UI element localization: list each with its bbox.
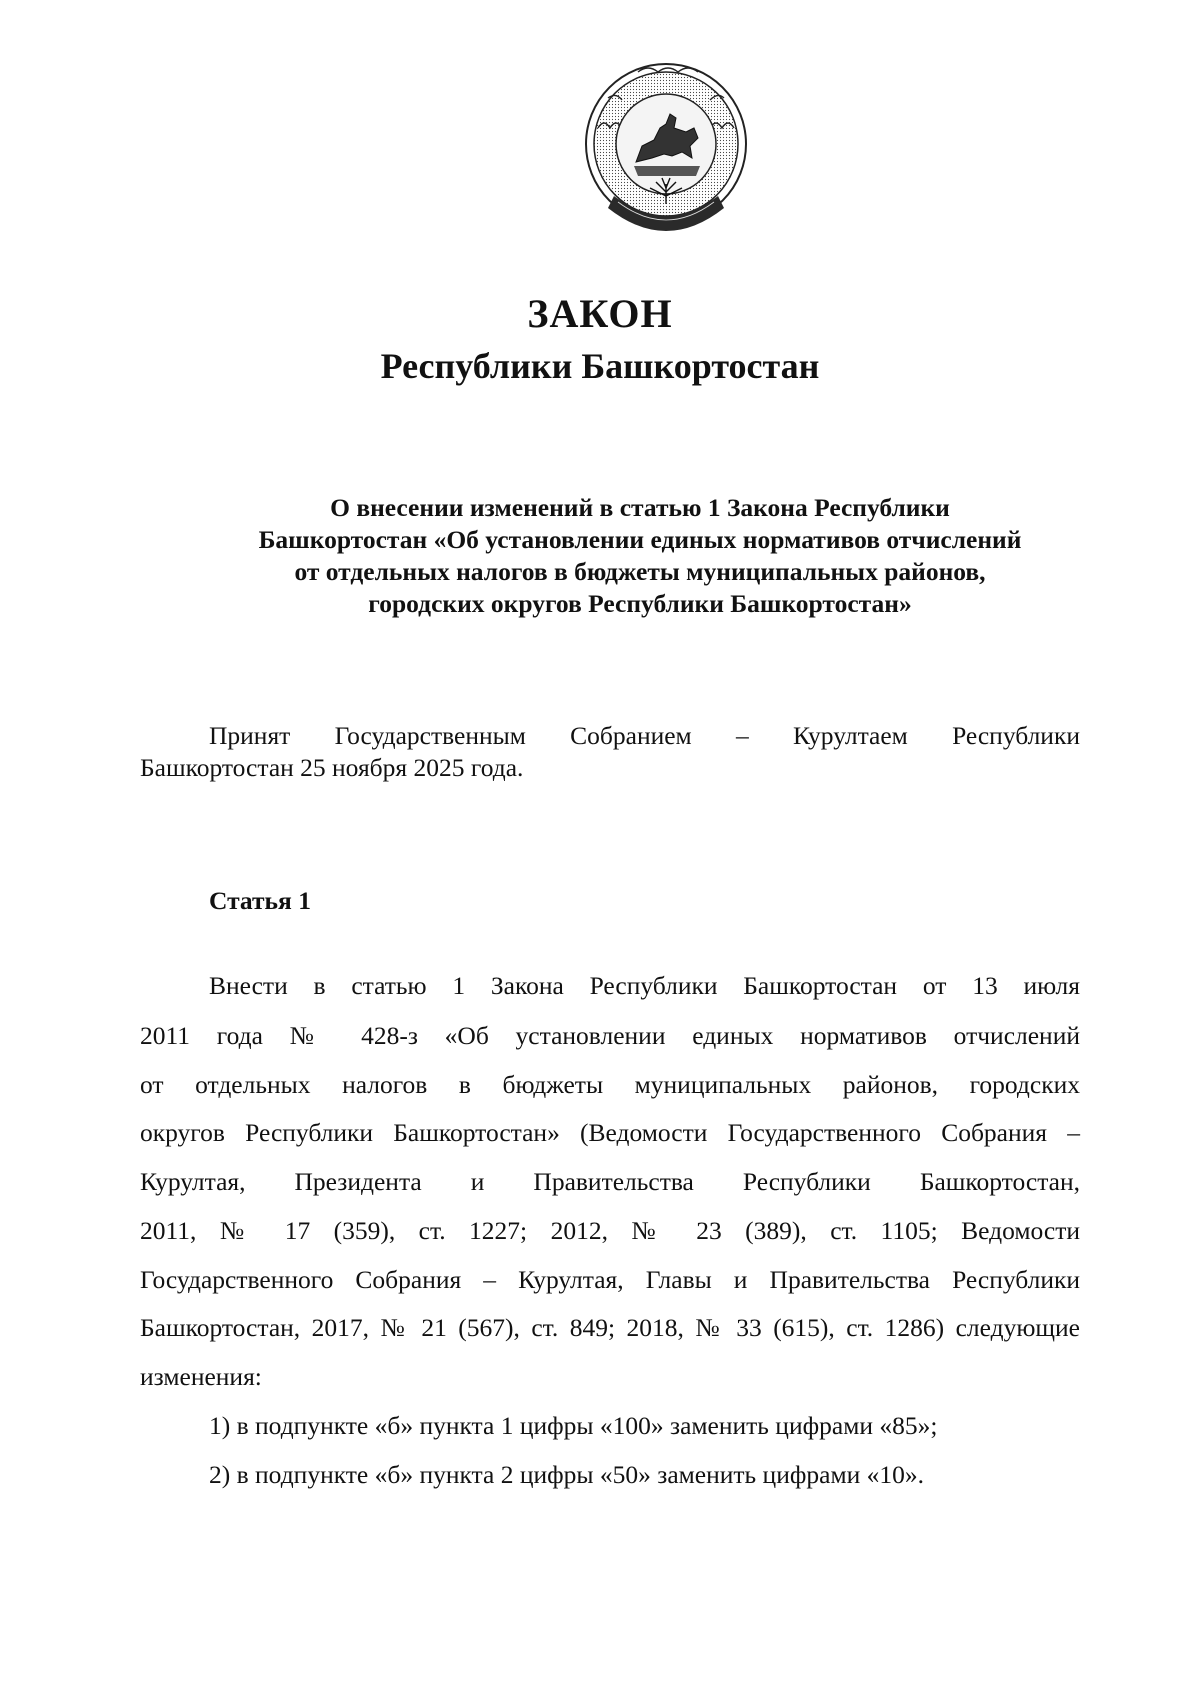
- adoption-statement-line: Принят Государственным Собранием – Курултаем Республики: [209, 721, 1080, 750]
- article-body-line: изменения:: [140, 1362, 262, 1391]
- issuer-name: Республики Башкортостан: [380, 346, 820, 386]
- law-title-line: городских округов Республики Башкортостан»: [368, 589, 912, 618]
- article-heading: Статья 1: [209, 886, 311, 915]
- article-body-line: от отдельных налогов в бюджеты муниципальных районов, городских: [140, 1070, 1080, 1099]
- law-title-line: О внесении изменений в статью 1 Закона Республики: [330, 493, 950, 522]
- law-title-line: от отдельных налогов в бюджеты муниципальных районов,: [294, 557, 986, 586]
- article-body-line: Башкортостан, 2017, № 21 (567), ст. 849; 2018, № 33 (615), ст. 1286) следующие: [140, 1313, 1080, 1342]
- article-body-line: 2011, № 17 (359), ст. 1227; 2012, № 23 (389), ст. 1105; Ведомости: [140, 1216, 1080, 1245]
- bashkortostan-coat-of-arms-icon: [578, 58, 754, 240]
- article-body-line: Курултая, Президента и Правительства Республики Башкортостан,: [140, 1167, 1080, 1196]
- article-body-line: Государственного Собрания – Курултая, Главы и Правительства Республики: [140, 1265, 1080, 1294]
- law-title: [190, 492, 1090, 620]
- article-body-line: 2011 года № 428-з «Об установлении единых нормативов отчислений: [140, 1021, 1080, 1050]
- adoption-statement-line: Башкортостан 25 ноября 2025 года.: [140, 753, 524, 782]
- amendment-item: 2) в подпункте «б» пункта 2 цифры «50» заменить цифрами «10».: [209, 1460, 924, 1489]
- document-type: ЗАКОН: [527, 291, 673, 336]
- law-title-line: Башкортостан «Об установлении единых нормативов отчислений: [258, 525, 1022, 554]
- article-body-line: округов Республики Башкортостан» (Ведомости Государственного Собрания –: [140, 1118, 1080, 1147]
- amendment-item: 1) в подпункте «б» пункта 1 цифры «100» заменить цифрами «85»;: [209, 1411, 938, 1440]
- coat-of-arms-emblem: [578, 58, 754, 240]
- article-body-line: Внести в статью 1 Закона Республики Башкортостан от 13 июля: [209, 971, 1080, 1000]
